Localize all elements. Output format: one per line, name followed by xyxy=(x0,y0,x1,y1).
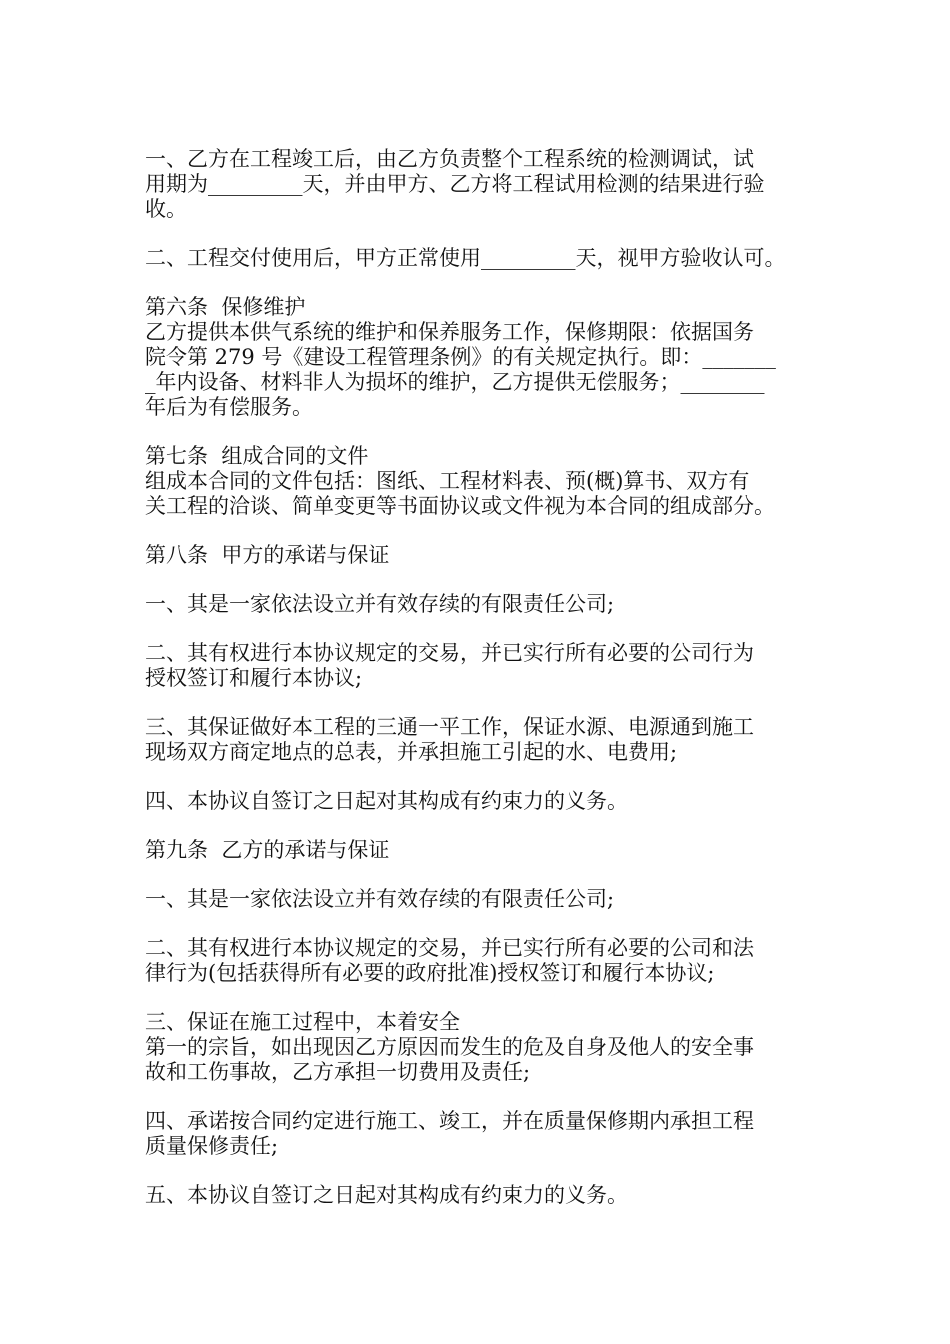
text-line: 乙方提供本供气系统的维护和保养服务工作，保修期限：依据国务 xyxy=(145,320,754,344)
text-line: _年内设备、材料非人为损坏的维护，乙方提供无偿服务；________ xyxy=(145,370,765,394)
text-line: 三、其保证做好本工程的三通一平工作，保证水源、电源通到施工 xyxy=(145,715,754,739)
text-line: 第一的宗旨，如出现因乙方原因而发生的危及自身及他人的安全事 xyxy=(145,1035,754,1059)
text-line: 用期为_________天，并由甲方、乙方将工程试用检测的结果进行验 xyxy=(145,172,765,196)
text-line: 院令第 279 号《建设工程管理条例》的有关规定执行。即：_______ xyxy=(145,345,776,369)
paragraph xyxy=(145,1109,810,1159)
paragraph xyxy=(145,444,810,519)
document-body xyxy=(145,147,810,1232)
text-line: 现场双方商定地点的总表，并承担施工引起的水、电费用; xyxy=(145,740,678,764)
text-line: 一、乙方在工程竣工后，由乙方负责整个工程系统的检测调试，试 xyxy=(145,147,754,171)
paragraph xyxy=(145,936,810,986)
text-line: 质量保修责任; xyxy=(145,1134,279,1158)
text-line: 第六条 保修维护 xyxy=(145,295,306,319)
text-line: 一、其是一家依法设立并有效存续的有限责任公司; xyxy=(145,887,615,911)
text-line: 四、本协议自签订之日起对其构成有约束力的义务。 xyxy=(145,789,628,813)
paragraph xyxy=(145,887,810,912)
text-line: 三、保证在施工过程中，本着安全 xyxy=(145,1010,460,1034)
text-line: 故和工伤事故，乙方承担一切费用及责任; xyxy=(145,1060,531,1084)
paragraph xyxy=(145,1183,810,1208)
text-line: 二、其有权进行本协议规定的交易，并已实行所有必要的公司行为 xyxy=(145,641,754,665)
text-line: 四、承诺按合同约定进行施工、竣工，并在质量保修期内承担工程 xyxy=(145,1109,754,1133)
paragraph xyxy=(145,789,810,814)
paragraph xyxy=(145,1010,810,1085)
text-line: 五、本协议自签订之日起对其构成有约束力的义务。 xyxy=(145,1183,628,1207)
text-line: 第七条 组成合同的文件 xyxy=(145,444,369,468)
text-line: 二、工程交付使用后，甲方正常使用_________天，视甲方验收认可。 xyxy=(145,246,786,270)
text-line: 收。 xyxy=(145,197,187,221)
text-line: 授权签订和履行本协议; xyxy=(145,666,363,690)
text-line: 二、其有权进行本协议规定的交易，并已实行所有必要的公司和法 xyxy=(145,936,754,960)
paragraph xyxy=(145,543,810,568)
text-line: 第八条 甲方的承诺与保证 xyxy=(145,543,390,567)
text-line: 年后为有偿服务。 xyxy=(145,395,313,419)
paragraph xyxy=(145,592,810,617)
paragraph xyxy=(145,838,810,863)
paragraph xyxy=(145,715,810,765)
text-line: 第九条 乙方的承诺与保证 xyxy=(145,838,390,862)
text-line: 组成本合同的文件包括：图纸、工程材料表、预(概)算书、双方有 xyxy=(145,469,750,493)
paragraph xyxy=(145,147,810,222)
paragraph xyxy=(145,295,810,420)
paragraph xyxy=(145,246,810,271)
text-line: 关工程的洽谈、简单变更等书面协议或文件视为本合同的组成部分。 xyxy=(145,494,775,518)
paragraph xyxy=(145,641,810,691)
text-line: 一、其是一家依法设立并有效存续的有限责任公司; xyxy=(145,592,615,616)
text-line: 律行为(包括获得所有必要的政府批准)授权签订和履行本协议; xyxy=(145,961,715,985)
